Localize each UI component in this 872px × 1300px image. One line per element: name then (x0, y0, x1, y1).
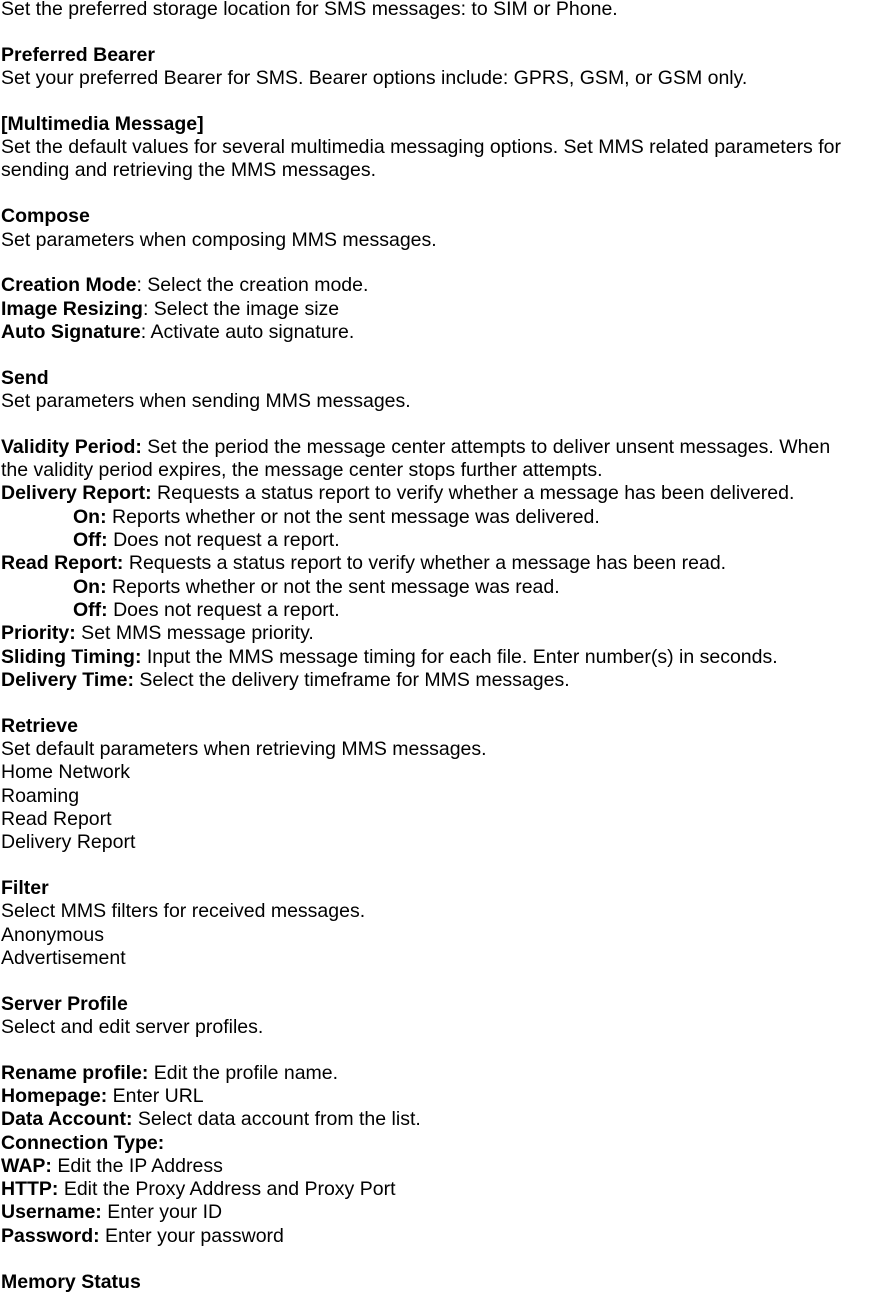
retrieve-desc: Set default parameters when retrieving MMS messages. (1, 737, 487, 760)
compose-item-auto-signature (1, 321, 872, 344)
term: HTTP: (1, 1178, 59, 1201)
term: Auto Signature (1, 320, 141, 343)
sms-storage-desc: Set the preferred storage location for SMS messages: to SIM or Phone. (1, 0, 618, 20)
sliding-timing (1, 646, 872, 669)
list-item: Advertisement (1, 946, 126, 969)
definition: Requests a status report to verify whether a message has been delivered. (151, 482, 795, 505)
definition: Edit the IP Address (51, 1154, 223, 1177)
delivery-report-on (1, 506, 872, 529)
definition: Requests a status report to verify whether a message has been read. (123, 552, 727, 575)
preferred-bearer-desc: Set your preferred Bearer for SMS. Bearer options include: GPRS, GSM, or GSM only. (1, 67, 748, 90)
spacer (1, 252, 872, 275)
server-profile-item (1, 1201, 872, 1224)
definition: Set the period the message center attempts to deliver unsent messages. When (141, 435, 831, 458)
spacer (1, 90, 872, 113)
spacer (1, 692, 872, 715)
filter-desc: Select MMS filters for received messages. (1, 900, 366, 923)
term: Image Resizing (1, 297, 143, 320)
memory-status-heading: Memory Status (1, 1270, 141, 1293)
validity-period-line2: the validity period expires, the message center stops further attempts. (1, 459, 603, 482)
delivery-report (1, 482, 872, 505)
read-report-on (1, 576, 872, 599)
term: Data Account: (1, 1108, 133, 1131)
definition: Select data account from the list. (132, 1108, 421, 1131)
list-item: Read Report (1, 807, 112, 830)
document-body (1, 0, 872, 1294)
spacer (1, 854, 872, 877)
definition: Enter URL (107, 1084, 204, 1107)
send-desc: Set parameters when sending MMS messages. (1, 390, 411, 413)
term: On: (73, 505, 107, 528)
read-report-off (1, 599, 872, 622)
term: Connection Type: (1, 1131, 165, 1154)
server-profile-item (1, 1178, 872, 1201)
compose-item-image-resizing (1, 298, 872, 321)
term: On: (73, 575, 107, 598)
spacer (1, 344, 872, 367)
spacer (1, 21, 872, 44)
list-item: Anonymous (1, 923, 104, 946)
server-profile-item (1, 1225, 872, 1248)
multimedia-message-desc-line2: sending and retrieving the MMS messages. (1, 159, 377, 182)
term: WAP: (1, 1154, 52, 1177)
read-report (1, 552, 872, 575)
retrieve-heading: Retrieve (1, 714, 78, 737)
server-profile-heading: Server Profile (1, 992, 128, 1015)
term: Off: (73, 598, 108, 621)
definition: Reports whether or not the sent message was read. (106, 575, 560, 598)
definition: : Activate auto signature. (140, 320, 355, 343)
definition: Does not request a report. (107, 598, 340, 621)
term: Password: (1, 1224, 100, 1247)
send-heading: Send (1, 366, 49, 389)
term: Homepage: (1, 1084, 108, 1107)
compose-desc: Set parameters when composing MMS messages. (1, 228, 437, 251)
definition: Enter your ID (101, 1201, 223, 1224)
definition: Edit the profile name. (148, 1061, 339, 1084)
compose-heading: Compose (1, 205, 90, 228)
term: Username: (1, 1201, 102, 1224)
term: Delivery Report: (1, 482, 152, 505)
server-profile-item (1, 1085, 872, 1108)
spacer (1, 183, 872, 206)
spacer (1, 1039, 872, 1062)
spacer (1, 1248, 872, 1271)
definition: Input the MMS message timing for each file. Enter number(s) in seconds. (141, 645, 778, 668)
multimedia-message-heading: [Multimedia Message] (1, 112, 204, 135)
definition: Edit the Proxy Address and Proxy Port (58, 1178, 396, 1201)
priority (1, 622, 872, 645)
term: Read Report: (1, 552, 124, 575)
term: Validity Period: (1, 435, 142, 458)
validity-period-line1 (1, 436, 872, 459)
multimedia-message-desc-line1: Set the default values for several multimedia messaging options. Set MMS related parameters for (1, 136, 841, 159)
definition: : Select the creation mode. (136, 274, 369, 297)
list-item: Roaming (1, 784, 80, 807)
delivery-time (1, 669, 872, 692)
server-profile-item (1, 1108, 872, 1131)
spacer (1, 413, 872, 436)
filter-heading: Filter (1, 876, 49, 899)
definition: Reports whether or not the sent message was delivered. (106, 505, 600, 528)
list-item: Delivery Report (1, 831, 136, 854)
term: Sliding Timing: (1, 645, 142, 668)
compose-item-creation-mode (1, 274, 872, 297)
term: Creation Mode (1, 274, 137, 297)
server-profile-item (1, 1132, 872, 1155)
definition: Does not request a report. (107, 529, 340, 552)
term: Off: (73, 529, 108, 552)
term: Priority: (1, 622, 76, 645)
definition: Set MMS message priority. (75, 622, 314, 645)
term: Rename profile: (1, 1061, 149, 1084)
term: Delivery Time: (1, 668, 134, 691)
list-item: Home Network (1, 761, 130, 784)
preferred-bearer-heading: Preferred Bearer (1, 43, 155, 66)
definition: : Select the image size (142, 297, 340, 320)
server-profile-item (1, 1062, 872, 1085)
spacer (1, 970, 872, 993)
server-profile-item (1, 1155, 872, 1178)
delivery-report-off (1, 529, 872, 552)
definition: Enter your password (99, 1224, 284, 1247)
server-profile-desc: Select and edit server profiles. (1, 1015, 264, 1038)
definition: Select the delivery timeframe for MMS messages. (133, 668, 570, 691)
